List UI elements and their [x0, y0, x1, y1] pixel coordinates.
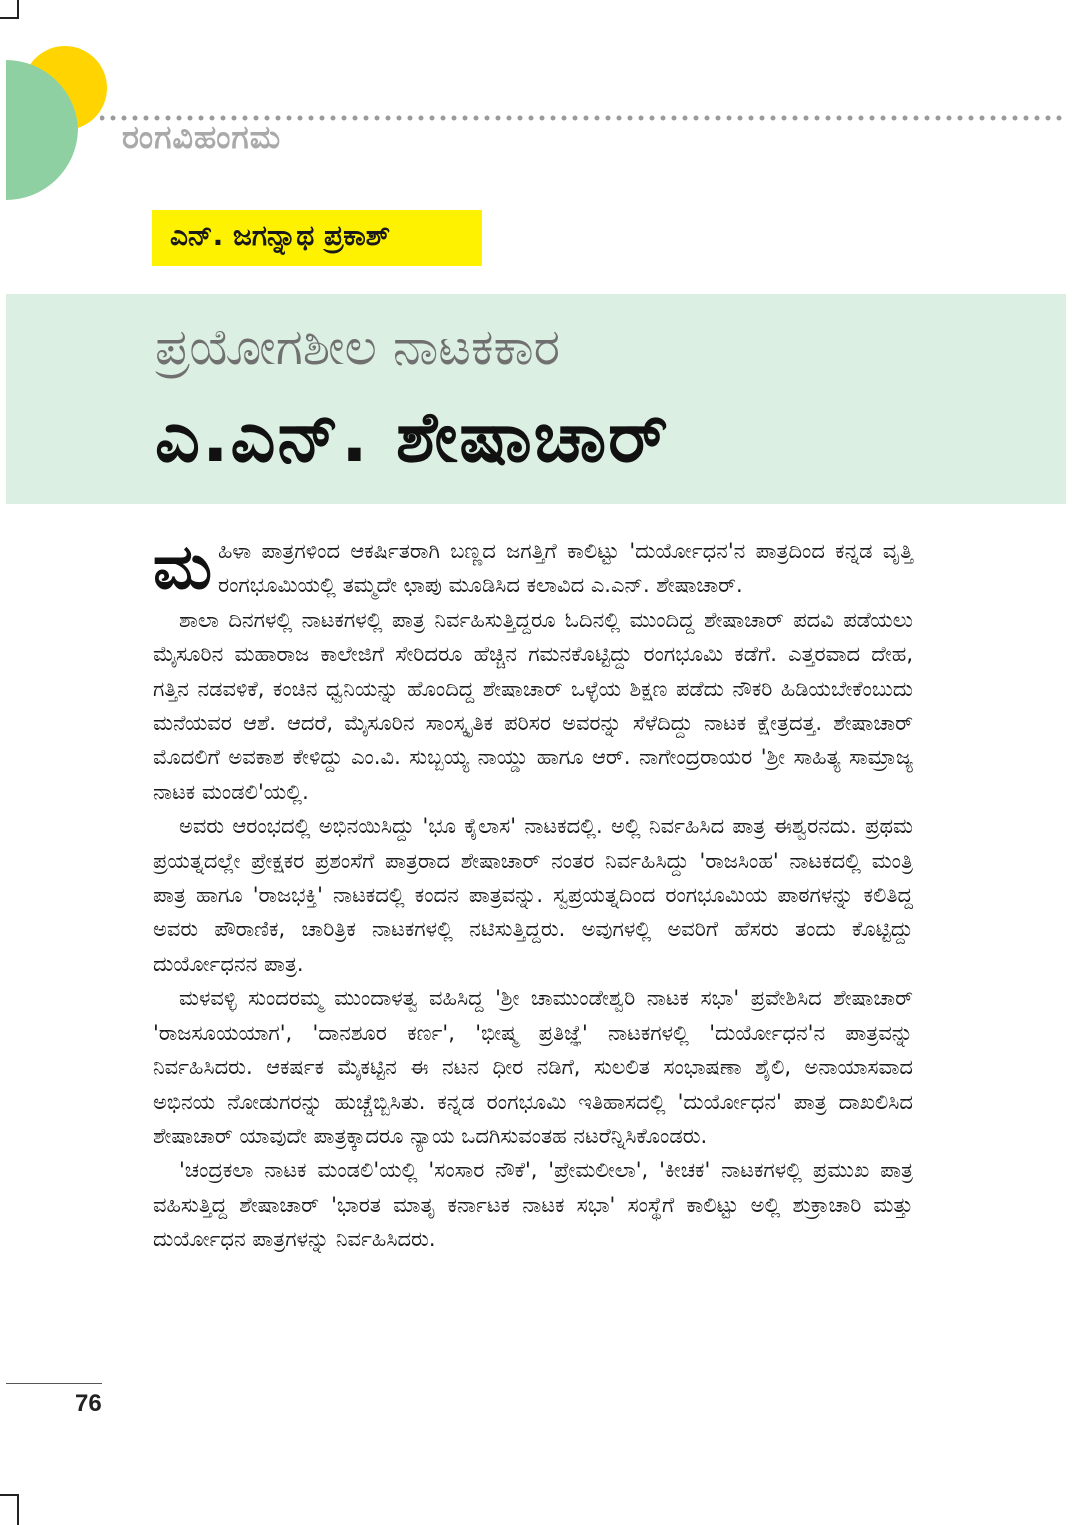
crop-mark-bottom: [17, 1494, 19, 1525]
crop-mark-top-horizontal: [0, 17, 19, 19]
paragraph-1-text: ಹಿಳಾ ಪಾತ್ರಗಳಿಂದ ಆಕರ್ಷಿತರಾಗಿ ಬಣ್ಣದ ಜಗತ್ತಿಗೆ ಕಾಲಿಟ್ಟು 'ದುರ್ಯೋಧನ'ನ ಪಾತ್ರದಿಂದ ಕನ್ನಡ ವೃತ್ತಿ ರಂಗಭೂಮಿಯಲ್ಲಿ ತಮ್ಮದೇ ಛಾಪು ಮೂಡಿಸಿದ ಕಲಾವಿದ ಎ.ಎನ್. ಶೇಷಾಚಾರ್.: [217, 539, 913, 598]
section-label: ರಂಗವಿಹಂಗಮ: [122, 118, 282, 156]
paragraph-1: [153, 530, 913, 603]
paragraph-3: ಅವರು ಆರಂಭದಲ್ಲಿ ಅಭಿನಯಿಸಿದ್ದು 'ಭೂ ಕೈಲಾಸ' ನಾಟಕದಲ್ಲಿ. ಅಲ್ಲಿ ನಿರ್ವಹಿಸಿದ ಪಾತ್ರ ಈಶ್ವರನದು. ಪ್ರಥಮ ಪ್ರಯತ್ನದಲ್ಲೇ ಪ್ರೇಕ್ಷಕರ ಪ್ರಶಂಸೆಗೆ ಪಾತ್ರರಾದ ಶೇಷಾಚಾರ್ ನಂತರ ನಿರ್ವಹಿಸಿದ್ದು 'ರಾಜಸಿಂಹ' ನಾಟಕದಲ್ಲಿ ಮಂತ್ರಿ ಪಾತ್ರ ಹಾಗೂ 'ರಾಜಭಕ್ತಿ' ನಾಟಕದಲ್ಲಿ ಕಂದನ ಪಾತ್ರವನ್ನು. ಸ್ವಪ್ರಯತ್ನದಿಂದ ರಂಗಭೂಮಿಯ ಪಾಠಗಳನ್ನು ಕಲಿತಿದ್ದ ಅವರು ಪೌರಾಣಿಕ, ಚಾರಿತ್ರಿಕ ನಾಟಕಗಳಲ್ಲಿ ನಟಿಸುತ್ತಿದ್ದರು. ಅವುಗಳಲ್ಲಿ ಅವರಿಗೆ ಹೆಸರು ತಂದು ಕೊಟ್ಟಿದ್ದು ದುರ್ಯೋಧನನ ಪಾತ್ರ.: [153, 814, 913, 976]
paragraph-4: ಮಳವಳ್ಳಿ ಸುಂದರಮ್ಮ ಮುಂದಾಳತ್ವ ವಹಿಸಿದ್ದ 'ಶ್ರೀ ಚಾಮುಂಡೇಶ್ವರಿ ನಾಟಕ ಸಭಾ' ಪ್ರವೇಶಿಸಿದ ಶೇಷಾಚಾರ್ 'ರಾಜಸೂಯಯಾಗ', 'ದಾನಶೂರ ಕರ್ಣ', 'ಭೀಷ್ಮ ಪ್ರತಿಜ್ಞೆ' ನಾಟಕಗಳಲ್ಲಿ 'ದುರ್ಯೋಧನ'ನ ಪಾತ್ರವನ್ನು ನಿರ್ವಹಿಸಿದರು. ಆಕರ್ಷಕ ಮೈಕಟ್ಟಿನ ಈ ನಟನ ಧೀರ ನಡಿಗೆ, ಸುಲಲಿತ ಸಂಭಾಷಣಾ ಶೈಲಿ, ಅನಾಯಾಸವಾದ ಅಭಿನಯ ನೋಡುಗರನ್ನು ಹುಚ್ಚೆಬ್ಬಿಸಿತು. ಕನ್ನಡ ರಂಗಭೂಮಿ ಇತಿಹಾಸದಲ್ಲಿ 'ದುರ್ಯೋಧನ' ಪಾತ್ರ ದಾಖಲಿಸಿದ ಶೇಷಾಚಾರ್ ಯಾವುದೇ ಪಾತ್ರಕ್ಕಾದರೂ ನ್ಯಾಯ ಒದಗಿಸುವಂತಹ ನಟರೆನ್ನಿಸಿಕೊಂಡರು.: [153, 986, 913, 1148]
article-title: ಎ.ಎನ್. ಶೇಷಾಚಾರ್: [155, 396, 670, 478]
page-number: 76: [75, 1390, 102, 1417]
page-number-rule: [6, 1383, 102, 1384]
article-subtitle: ಪ್ರಯೋಗಶೀಲ ನಾಟಕಕಾರ: [155, 318, 561, 376]
drop-cap: ಮ: [153, 530, 212, 603]
crop-mark-top: [17, 0, 19, 17]
paragraph-2: ಶಾಲಾ ದಿನಗಳಲ್ಲಿ ನಾಟಕಗಳಲ್ಲಿ ಪಾತ್ರ ನಿರ್ವಹಿಸುತ್ತಿದ್ದರೂ ಓದಿನಲ್ಲಿ ಮುಂದಿದ್ದ ಶೇಷಾಚಾರ್ ಪದವಿ ಪಡೆಯಲು ಮೈಸೂರಿನ ಮಹಾರಾಜ ಕಾಲೇಜಿಗೆ ಸೇರಿದರೂ ಹೆಚ್ಚಿನ ಗಮನಕೊಟ್ಟಿದ್ದು ರಂಗಭೂಮಿ ಕಡೆಗೆ. ಎತ್ತರವಾದ ದೇಹ, ಗತ್ತಿನ ನಡವಳಿಕೆ, ಕಂಚಿನ ಧ್ವನಿಯನ್ನು ಹೊಂದಿದ್ದ ಶೇಷಾಚಾರ್ ಒಳ್ಳೆಯ ಶಿಕ್ಷಣ ಪಡೆದು ನೌಕರಿ ಹಿಡಿಯಬೇಕೆಂಬುದು ಮನೆಯವರ ಆಶೆ. ಆದರೆ, ಮೈಸೂರಿನ ಸಾಂಸ್ಕೃತಿಕ ಪರಿಸರ ಅವರನ್ನು ಸೆಳೆದಿದ್ದು ನಾಟಕ ಕ್ಷೇತ್ರದತ್ತ. ಶೇಷಾಚಾರ್ ಮೊದಲಿಗೆ ಅವಕಾಶ ಕೇಳಿದ್ದು ಎಂ.ವಿ. ಸುಬ್ಬಯ್ಯ ನಾಯ್ಡು ಹಾಗೂ ಆರ್. ನಾಗೇಂದ್ರರಾಯರ 'ಶ್ರೀ ಸಾಹಿತ್ಯ ಸಾಮ್ರಾಜ್ಯ ನಾಟಕ ಮಂಡಲಿ'ಯಲ್ಲಿ.: [153, 607, 913, 804]
article-body: [153, 530, 913, 1257]
paragraph-5: 'ಚಂದ್ರಕಲಾ ನಾಟಕ ಮಂಡಲಿ'ಯಲ್ಲಿ 'ಸಂಸಾರ ನೌಕೆ', 'ಪ್ರೇಮಲೀಲಾ', 'ಕೀಚಕ' ನಾಟಕಗಳಲ್ಲಿ ಪ್ರಮುಖ ಪಾತ್ರ ವಹಿಸುತ್ತಿದ್ದ ಶೇಷಾಚಾರ್ 'ಭಾರತ ಮಾತೃ ಕರ್ನಾಟಕ ನಾಟಕ ಸಭಾ' ಸಂಸ್ಥೆಗೆ ಕಾಲಿಟ್ಟು ಅಲ್ಲಿ ಶುಕ್ರಾಚಾರಿ ಮತ್ತು ದುರ್ಯೋಧನ ಪಾತ್ರಗಳನ್ನು ನಿರ್ವಹಿಸಿದರು.: [153, 1158, 913, 1252]
decorative-circles: [0, 40, 120, 210]
crop-mark-bottom-horizontal: [0, 1494, 19, 1496]
author-name: ಎನ್. ಜಗನ್ನಾಥ ಪ್ರಕಾಶ್: [170, 219, 391, 252]
